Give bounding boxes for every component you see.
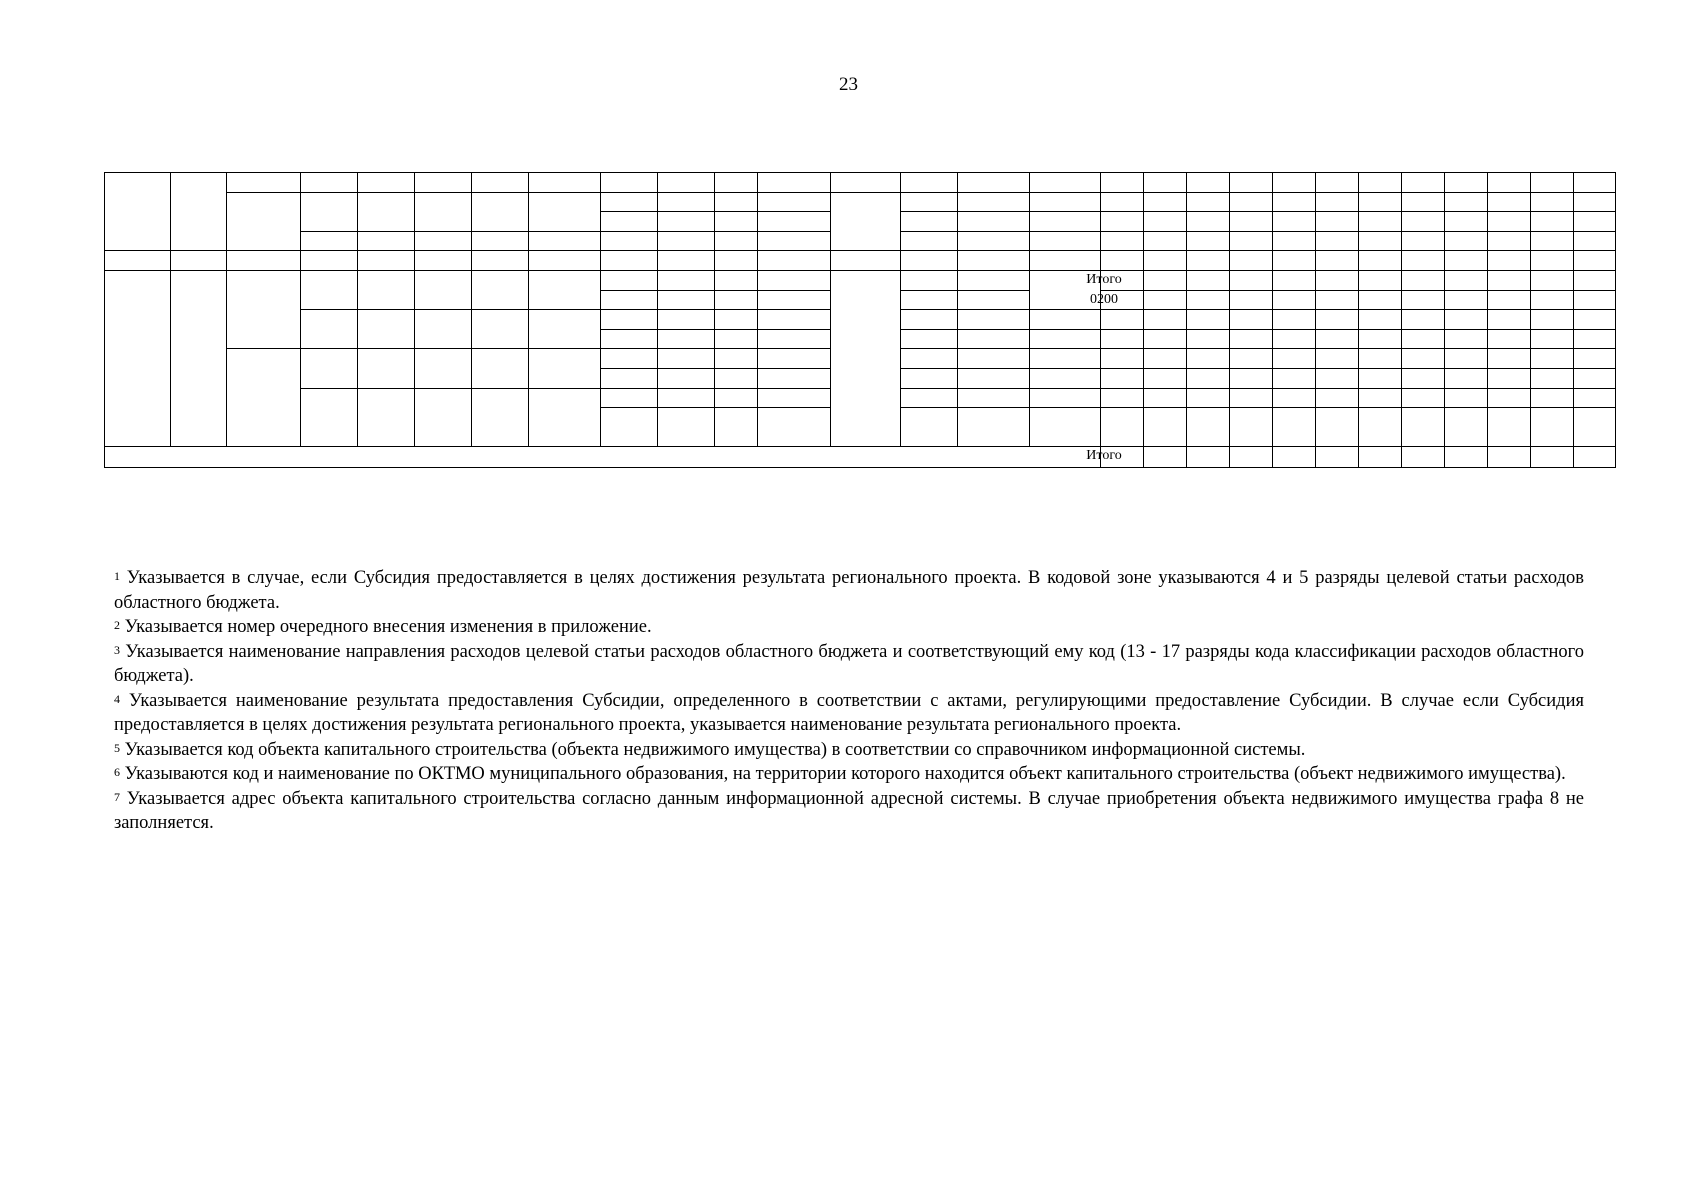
grid-line-v [1186, 270, 1187, 446]
footnote-text: Указывается наименование результата предоставления Субсидии, определенного в соответствии с актами, регулирующими предоставление Субсидии. В случае если Субсидия предоставляется в целях достижения результата регионального проекта, указывается наименование результата регионального проекта. [114, 690, 1584, 735]
grid-line-v [1143, 250, 1144, 270]
grid-line-v [1444, 270, 1445, 446]
grid-line-v [1358, 250, 1359, 270]
grid-line-v [1272, 270, 1273, 446]
grid-line-v [1229, 446, 1230, 468]
footnote-text: Указывается код объекта капитального строительства (объекта недвижимого имущества) в соответствии со справочником информационной системы. [124, 739, 1306, 760]
grid-line-h [104, 270, 1616, 271]
grid-line-h [900, 231, 1616, 232]
page-number: 23 [839, 74, 858, 95]
grid-line-v [1487, 446, 1488, 468]
grid-line-v [957, 270, 958, 446]
grid-line-v [170, 270, 171, 446]
grid-line-v [1100, 250, 1101, 270]
grid-line-v [1186, 446, 1187, 468]
grid-line-v [414, 172, 415, 270]
grid-line-v [1100, 270, 1101, 446]
grid-line-v [1272, 446, 1273, 468]
footnote-2 [114, 615, 1584, 640]
grid-line-v [957, 172, 958, 270]
footnote-mark: 3 [114, 642, 120, 657]
footnotes [114, 566, 1584, 836]
grid-line-v [900, 270, 901, 446]
footnote-mark: 7 [114, 789, 120, 804]
grid-line-v [1573, 446, 1574, 468]
footnote-1 [114, 566, 1584, 615]
grid-line-v [357, 270, 358, 446]
grid-line-h [104, 446, 1616, 447]
code-cell: 0200 [1090, 292, 1118, 307]
grid-line-v [1573, 270, 1574, 446]
footnote-text: Указываются код и наименование по ОКТМО муниципального образования, на территории которого находится объект капитального строительства (объект недвижимого имущества). [124, 764, 1566, 784]
grid-line-h [900, 388, 1616, 389]
grid-line-v [1573, 250, 1574, 270]
grid-line-v [600, 270, 601, 446]
grid-line-v [300, 270, 301, 446]
grid-line-v [1487, 250, 1488, 270]
grid-line-v [528, 270, 529, 446]
footnote-text: Указывается номер очередного внесения изменения в приложение. [124, 617, 652, 637]
grid-line-v [1487, 270, 1488, 446]
grid-line-h [900, 368, 1616, 369]
grid-line-v [300, 172, 301, 270]
grid-line-h [600, 329, 830, 330]
grid-line-v [1315, 250, 1316, 270]
footnote-text: Указывается наименование направления расходов целевой статьи расходов областного бюджета и соответствующий ему код (13 - 17 разряды кода классификации расходов областного бюджета). [114, 641, 1585, 686]
grid-line-h [900, 309, 1616, 310]
grid-line-v [471, 270, 472, 446]
grid-line-v [1315, 446, 1316, 468]
grid-line-h [600, 368, 830, 369]
grid-line-h [600, 211, 830, 212]
grid-line-h [300, 309, 830, 310]
grid-line-v [657, 270, 658, 446]
grid-line-v [600, 172, 601, 270]
grid-line-v [1029, 270, 1030, 446]
grid-line-v [1229, 270, 1230, 446]
footnote-6 [114, 762, 1584, 787]
grid-line-h [300, 231, 830, 232]
grid-line-v [1029, 172, 1030, 270]
grid-line-v [714, 172, 715, 270]
grid-line-h [600, 290, 830, 291]
grid-line-v [757, 172, 758, 270]
grid-line-h [104, 250, 1616, 251]
grid-line-v [1272, 250, 1273, 270]
grid-line-v [1358, 270, 1359, 446]
grid-line-v [1315, 270, 1316, 446]
grid-line-v [357, 172, 358, 270]
footnote-mark: 4 [114, 691, 120, 706]
grid-line-v [226, 270, 227, 446]
grid-line-h [900, 211, 1616, 212]
footnote-mark: 5 [114, 740, 120, 755]
grid-line-v [1229, 250, 1230, 270]
grid-line-v [657, 172, 658, 270]
grid-line-v [1530, 446, 1531, 468]
grid-line-v [1530, 270, 1531, 446]
grid-line-h [900, 329, 1616, 330]
footnote-3 [114, 640, 1584, 689]
grid-line-v [1401, 446, 1402, 468]
grid-line-v [1444, 446, 1445, 468]
footnote-text: Указывается в случае, если Субсидия предоставляется в целях достижения результата регионального проекта. В кодовой зоне указываются 4 и 5 разряды целевой статьи расходов областного бюджета. [114, 568, 1585, 613]
grid-line-v [1401, 270, 1402, 446]
grid-line-v [1444, 250, 1445, 270]
footnote-5 [114, 738, 1584, 763]
grid-line-v [830, 270, 831, 446]
table-frame [104, 172, 1616, 468]
footnote-mark: 2 [114, 618, 120, 632]
grid-line-h [900, 290, 1029, 291]
grid-line-h [900, 348, 1616, 349]
grid-line-v [170, 172, 171, 270]
grid-line-v [1530, 250, 1531, 270]
grid-line-v [830, 172, 831, 270]
grid-line-v [1143, 270, 1144, 446]
grid-line-v [1143, 446, 1144, 468]
grid-line-h [226, 192, 1616, 193]
grid-line-v [900, 172, 901, 270]
data-table [104, 172, 1616, 468]
grid-line-v [471, 172, 472, 270]
grid-line-v [528, 172, 529, 270]
grid-line-v [757, 270, 758, 446]
grid-line-v [414, 270, 415, 446]
footnote-text: Указывается адрес объекта капитального строительства согласно данным информационной адресной системы. В случае приобретения объекта недвижимого имущества графа 8 не заполняется. [114, 788, 1584, 833]
total-row-label-1: Итого [1086, 272, 1122, 287]
grid-line-v [1186, 250, 1187, 270]
grid-line-h [900, 407, 1616, 408]
footnote-4 [114, 689, 1584, 738]
footnote-mark: 1 [114, 569, 120, 583]
footnote-7 [114, 787, 1584, 836]
grid-line-h [1100, 290, 1616, 291]
grid-line-h [300, 388, 830, 389]
grid-line-v [1358, 446, 1359, 468]
total-row-label-2: Итого [1086, 448, 1122, 463]
footnote-mark: 6 [114, 765, 120, 779]
grid-line-v [1100, 446, 1101, 468]
grid-line-v [714, 270, 715, 446]
grid-line-h [600, 407, 830, 408]
grid-line-v [226, 172, 227, 270]
grid-line-h [226, 348, 830, 349]
grid-line-v [1401, 250, 1402, 270]
